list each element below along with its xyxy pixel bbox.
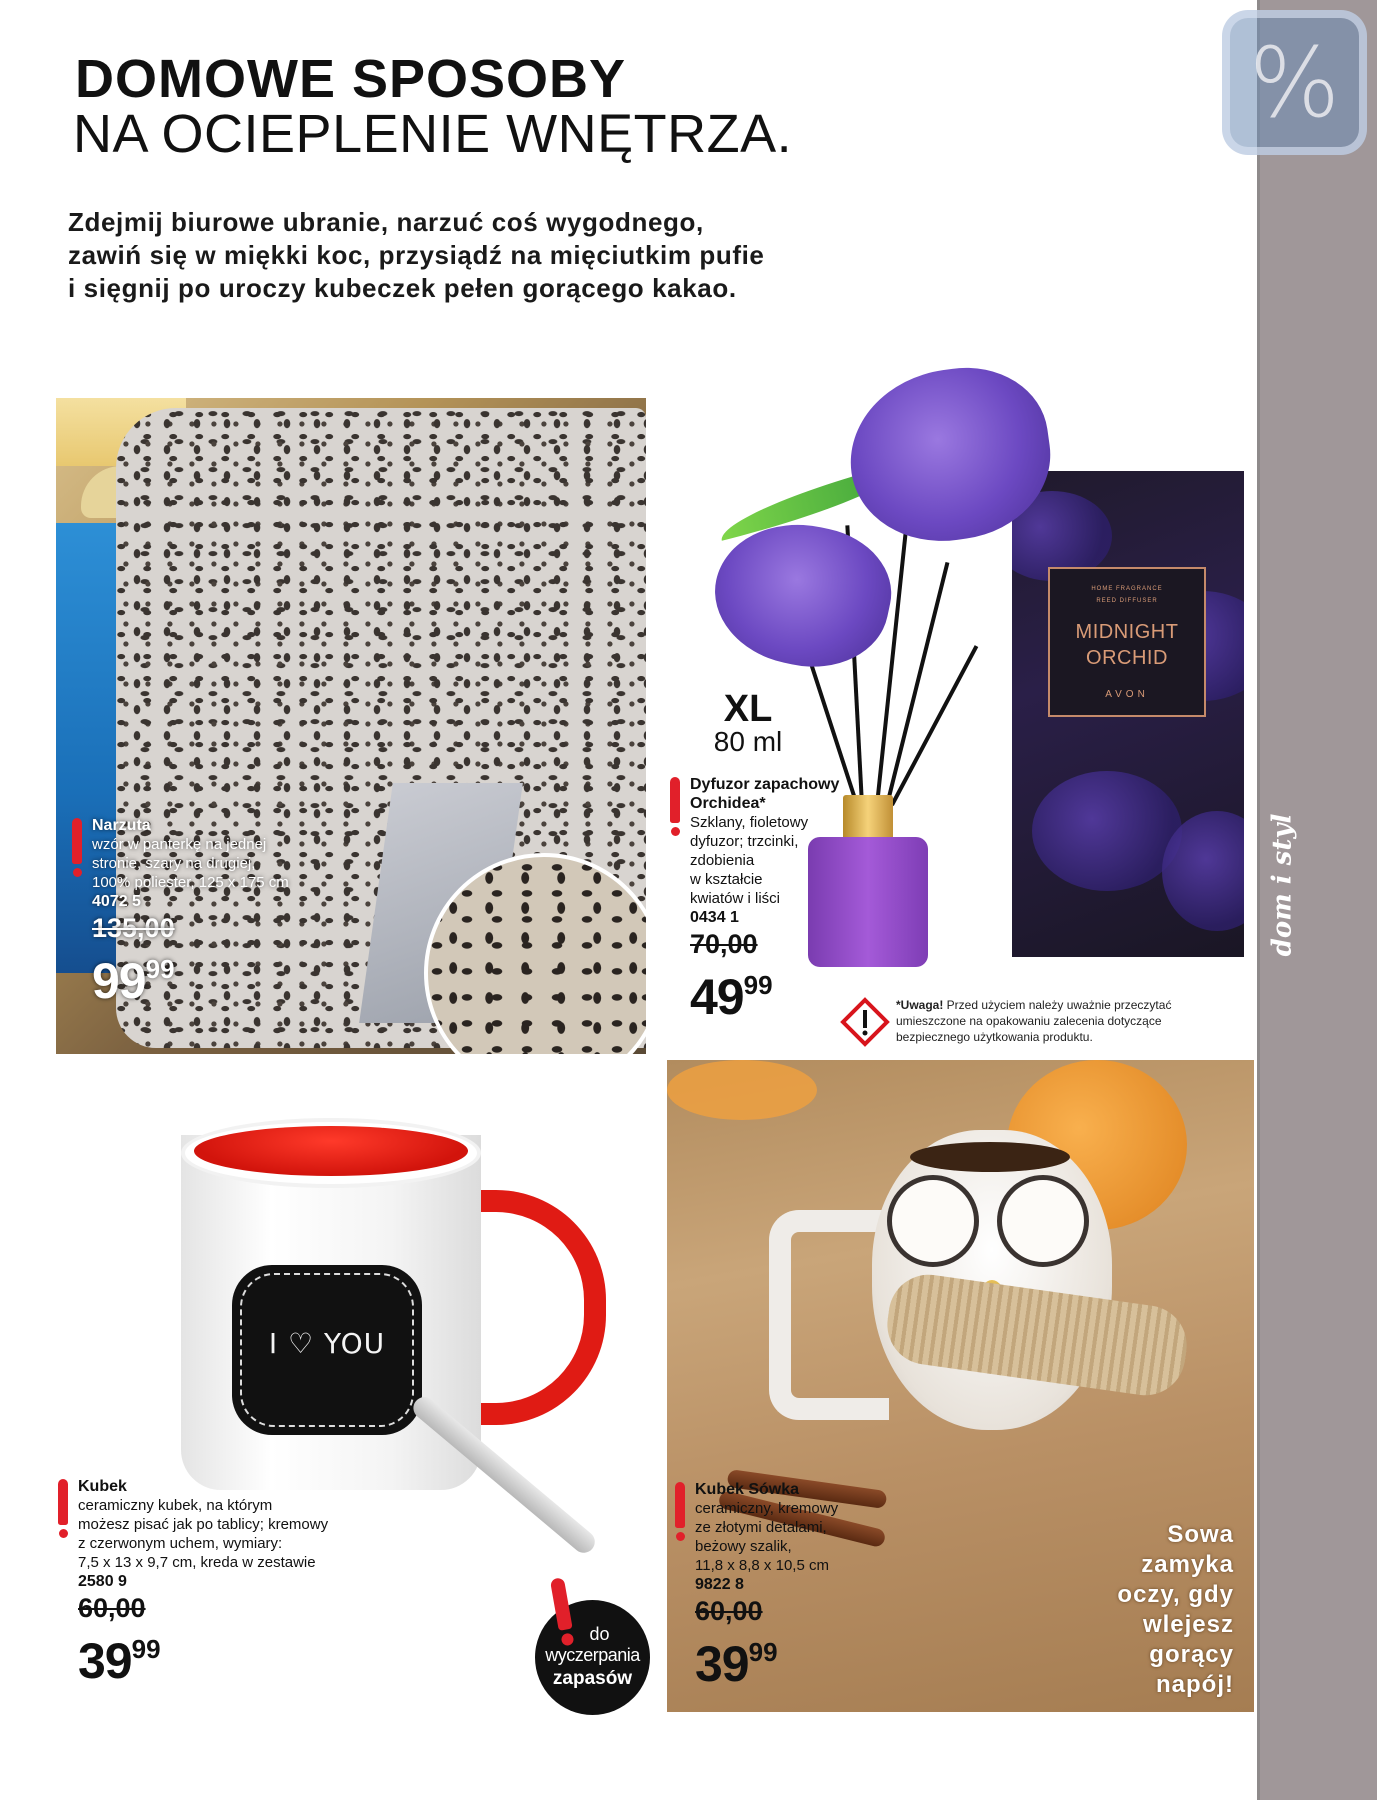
- price-decimal: 99: [743, 970, 773, 1000]
- old-price: 60,00: [695, 1596, 763, 1626]
- product-description-line: ceramiczny, kremowy: [695, 1500, 839, 1517]
- page-subtitle: NA OCIEPLENIE WNĘTRZA.: [73, 104, 793, 164]
- warning-bold: *Uwaga!: [896, 998, 944, 1012]
- price-decimal: 99: [145, 954, 175, 984]
- product-description-line: zdobienia: [690, 852, 755, 869]
- volume-label: 80 ml: [713, 726, 783, 757]
- bottle-cap: [843, 795, 893, 840]
- old-price: 135,00: [92, 913, 175, 943]
- slogan-line: gorący: [1149, 1641, 1234, 1668]
- product-description-line: 11,8 x 8,8 x 10,5 cm: [695, 1557, 829, 1574]
- warning-text: [896, 997, 1260, 1045]
- percent-icon[interactable]: [1222, 10, 1367, 155]
- product-code: 9822 8: [695, 1576, 744, 1593]
- product-dyfuzor-info: [668, 775, 848, 1035]
- product-description-line: możesz pisać jak po tablicy; kremowy: [78, 1516, 329, 1533]
- intro-paragraph: [68, 206, 764, 305]
- old-price: 60,00: [78, 1593, 146, 1623]
- box-label-name: ORCHID: [1086, 647, 1168, 669]
- page-title: DOMOWE SPOSOBY: [75, 49, 627, 109]
- product-name: Kubek Sówka: [695, 1481, 800, 1498]
- product-name: Dyfuzor zapachowy: [690, 776, 840, 793]
- product-code: 4072 5: [92, 893, 141, 910]
- percent-glyph: %: [1248, 26, 1341, 139]
- section-label-text: dom i styl: [1267, 813, 1297, 957]
- price-integer: 99: [92, 953, 146, 1009]
- product-description-line: dyfuzor; trzcinki,: [690, 833, 799, 850]
- owl-slogan: [1117, 1520, 1234, 1700]
- reed-stick: [885, 562, 949, 806]
- exclamation-icon: [668, 777, 682, 837]
- exclamation-icon: [70, 818, 84, 878]
- section-label: [1262, 810, 1302, 960]
- size-badge: [688, 690, 808, 756]
- coffee: [910, 1142, 1070, 1172]
- product-description-line: beżowy szalik,: [695, 1538, 792, 1555]
- slogan-line: wlejesz: [1142, 1611, 1234, 1638]
- new-price: [695, 1627, 893, 1702]
- product-description-line: ze złotymi detalami,: [695, 1519, 827, 1536]
- slogan-line: napój!: [1156, 1671, 1234, 1698]
- brand-logo: AVON: [1105, 689, 1149, 700]
- product-code: 0434 1: [690, 909, 739, 926]
- price-integer: 39: [78, 1633, 132, 1689]
- product-narzuta-info: [70, 816, 370, 1019]
- product-code: 2580 9: [78, 1573, 127, 1590]
- new-price: [690, 960, 848, 1035]
- box-label: [1048, 567, 1206, 717]
- owl-eye: [997, 1175, 1089, 1267]
- badge-line: wyczerpania: [545, 1645, 640, 1665]
- slogan-line: oczy, gdy: [1117, 1581, 1234, 1608]
- warning-line: bezpiecznego użytkowania produktu.: [896, 1030, 1093, 1044]
- chalk-text: I ♡ YOU: [268, 1327, 386, 1360]
- reed-stick: [890, 645, 978, 806]
- size-label: XL: [723, 688, 773, 730]
- product-description-line: 7,5 x 13 x 9,7 cm, kreda w zestawie: [78, 1554, 316, 1571]
- box-label-small: HOME FRAGRANCE: [1091, 586, 1163, 592]
- diffuser-box[interactable]: [1012, 471, 1244, 957]
- price-decimal: 99: [131, 1634, 161, 1664]
- price-integer: 39: [695, 1636, 749, 1692]
- product-narzuta-image[interactable]: [56, 398, 646, 1054]
- owl-eye: [887, 1175, 979, 1267]
- mug-inner: [194, 1126, 468, 1176]
- box-label-name: MIDNIGHT: [1075, 621, 1179, 643]
- product-description-line: stronie, szary na drugiej,: [92, 855, 256, 872]
- product-description-line: z czerwonym uchem, wymiary:: [78, 1535, 283, 1552]
- product-description-line: ceramiczny kubek, na którym: [78, 1497, 273, 1514]
- product-description-line: kwiatów i liści: [690, 890, 781, 907]
- warning-line: umieszczone na opakowaniu zalecenia dotyczące: [896, 1014, 1162, 1028]
- exclamation-icon: [56, 1479, 70, 1539]
- product-name: Kubek: [78, 1478, 127, 1495]
- warning-line: Przed użyciem należy uważnie przeczytać: [943, 998, 1172, 1012]
- price-decimal: 99: [748, 1637, 778, 1667]
- safety-warning: [840, 997, 1260, 1045]
- price-integer: 49: [690, 969, 744, 1025]
- product-name: Narzuta: [92, 817, 151, 834]
- hazard-warning-icon: [840, 997, 890, 1047]
- chalkboard-label: [232, 1265, 422, 1435]
- new-price: [92, 944, 370, 1019]
- old-price: 70,00: [690, 929, 758, 959]
- slogan-line: zamyka: [1141, 1551, 1234, 1578]
- orange-background: [667, 1060, 817, 1120]
- exclamation-icon: [673, 1482, 687, 1542]
- intro-line: Zdejmij biurowe ubranie, narzuć coś wygodnego,: [68, 207, 704, 237]
- intro-line: i sięgnij po uroczy kubeczek pełen gorącego kakao.: [68, 273, 737, 303]
- product-dyfuzor: [660, 375, 1260, 1055]
- product-description-line: w kształcie: [690, 871, 763, 888]
- badge-line: zapasów: [552, 1668, 633, 1689]
- product-description-line: 100% poliester, 125 x 175 cm: [92, 874, 289, 891]
- product-kubek-sowka[interactable]: [667, 1060, 1254, 1712]
- product-sowka-info: [673, 1480, 893, 1702]
- badge-line: do: [589, 1624, 610, 1644]
- product-kubek-info: [56, 1477, 436, 1699]
- box-label-small: REED DIFFUSER: [1096, 598, 1158, 604]
- slogan-line: Sowa: [1167, 1521, 1234, 1548]
- product-description-line: wzór w panterkę na jednej: [92, 836, 267, 853]
- reed-stick: [875, 496, 911, 805]
- intro-line: zawiń się w miękki koc, przysiądź na mięciutkim pufie: [68, 240, 765, 270]
- owl-mug-handle: [769, 1210, 889, 1420]
- product-description-line: Szklany, fioletowy: [690, 814, 809, 831]
- product-name-line2: Orchidea*: [690, 795, 766, 812]
- new-price: [78, 1624, 436, 1699]
